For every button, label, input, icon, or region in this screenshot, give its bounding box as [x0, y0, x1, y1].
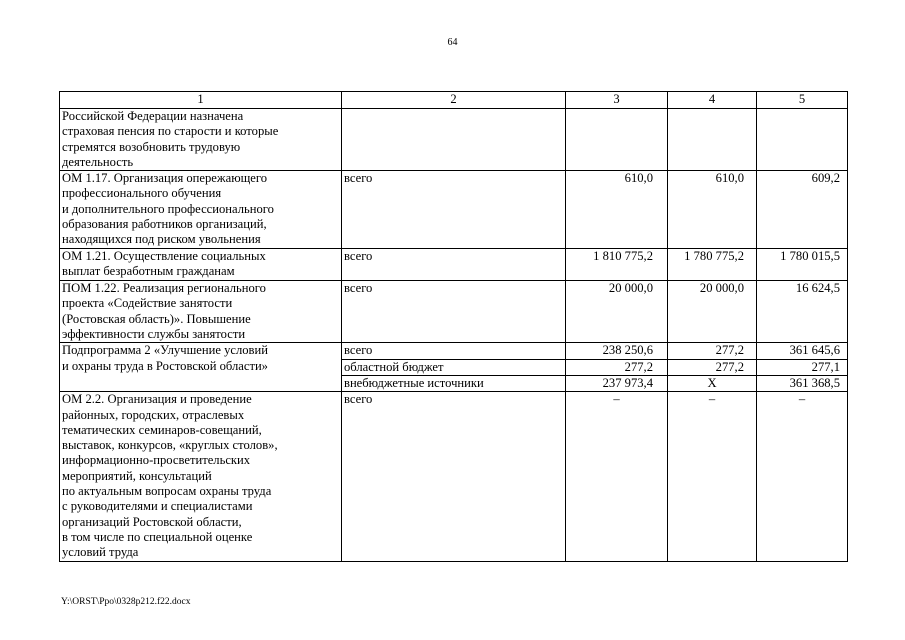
row-value-5: 277,1 [757, 359, 848, 375]
table-row [60, 281, 848, 343]
text-line: эффективности службы занятости [62, 327, 246, 342]
text-line: проекта «Содействие занятости [62, 296, 233, 311]
row-value-4: 20 000,0 [668, 281, 757, 343]
text-line: Российской Федерации назначена [62, 109, 244, 123]
table-row [60, 392, 848, 562]
row-value-4 [668, 109, 757, 171]
text-line: и охраны труда в Ростовской области» [62, 358, 268, 373]
header-col-3: 3 [566, 92, 668, 109]
row-value-4: Х [668, 375, 757, 391]
text-line: ОМ 1.21. Осуществление социальных [62, 249, 266, 264]
row-value-3: 1 810 775,2 [566, 249, 668, 281]
row-value-4: 610,0 [668, 171, 757, 249]
row-value-5: 609,2 [757, 171, 848, 249]
text-line: информационно-просветительских [62, 453, 251, 468]
row-value-5 [757, 109, 848, 171]
text-line: (Ростовская область)». Повышение [62, 311, 251, 326]
row-value-5: – [757, 392, 848, 562]
text-line: организаций Ростовской области, [62, 514, 242, 529]
row-value-3 [566, 109, 668, 171]
text-line: профессионального обучения [62, 186, 222, 201]
text-line: условий труда [62, 545, 139, 560]
row-value-3: 610,0 [566, 171, 668, 249]
row-source: всего [342, 392, 566, 562]
text-line: выплат безработным гражданам [62, 264, 235, 279]
text-line: районных, городских, отраслевых [62, 407, 245, 422]
row-description [60, 281, 342, 343]
header-col-4: 4 [668, 92, 757, 109]
row-value-4: 277,2 [668, 343, 757, 359]
text-line: образования работников организаций, [62, 217, 267, 232]
text-line: находящихся под риском увольнения [62, 232, 261, 247]
row-description [60, 249, 342, 281]
footer-file-path: Y:\ORST\Ppo\0328p212.f22.docx [61, 597, 191, 607]
row-source: всего [342, 171, 566, 249]
page-number: 64 [447, 37, 458, 48]
row-source: всего [342, 281, 566, 343]
text-line: стремятся возобновить трудовую [62, 139, 241, 154]
text-line: ПОМ 1.22. Реализация регионального [62, 281, 266, 296]
text-line: страховая пенсия по старости и которые [62, 124, 279, 139]
row-value-4: 1 780 775,2 [668, 249, 757, 281]
row-value-3: 20 000,0 [566, 281, 668, 343]
row-value-5: 361 368,5 [757, 375, 848, 391]
text-line: выставок, конкурсов, «круглых столов», [62, 438, 278, 453]
text-line: деятельность [62, 154, 134, 169]
text-line: ОМ 2.2. Организация и проведение [62, 392, 252, 407]
table-row [60, 343, 848, 359]
table-row [60, 249, 848, 281]
text-line: мероприятий, консультаций [62, 468, 212, 483]
row-description [60, 392, 342, 562]
text-line: в том числе по специальной оценке [62, 529, 253, 544]
row-value-3: 237 973,4 [566, 375, 668, 391]
row-description [60, 109, 342, 171]
header-col-1: 1 [60, 92, 342, 109]
row-value-3: 277,2 [566, 359, 668, 375]
row-source: внебюджетные источники [342, 375, 566, 391]
header-col-2: 2 [342, 92, 566, 109]
row-source: всего [342, 249, 566, 281]
row-source: всего [342, 343, 566, 359]
budget-table [59, 91, 848, 562]
row-value-3: 238 250,6 [566, 343, 668, 359]
row-value-3: – [566, 392, 668, 562]
row-value-5: 361 645,6 [757, 343, 848, 359]
table-row [60, 109, 848, 171]
text-line: и дополнительного профессионального [62, 201, 274, 216]
text-line: Подпрограмма 2 «Улучшение условий [62, 343, 268, 358]
text-line: по актуальным вопросам охраны труда [62, 484, 272, 499]
row-source: областной бюджет [342, 359, 566, 375]
row-value-5: 1 780 015,5 [757, 249, 848, 281]
header-col-5: 5 [757, 92, 848, 109]
row-value-5: 16 624,5 [757, 281, 848, 343]
table-header-row [60, 92, 848, 109]
row-value-4: – [668, 392, 757, 562]
text-line: ОМ 1.17. Организация опережающего [62, 171, 268, 186]
table-row [60, 171, 848, 249]
text-line: с руководителями и специалистами [62, 499, 253, 514]
row-value-4: 277,2 [668, 359, 757, 375]
row-description [60, 171, 342, 249]
row-source [342, 109, 566, 171]
row-description [60, 343, 342, 392]
text-line: тематических семинаров-совещаний, [62, 422, 262, 437]
